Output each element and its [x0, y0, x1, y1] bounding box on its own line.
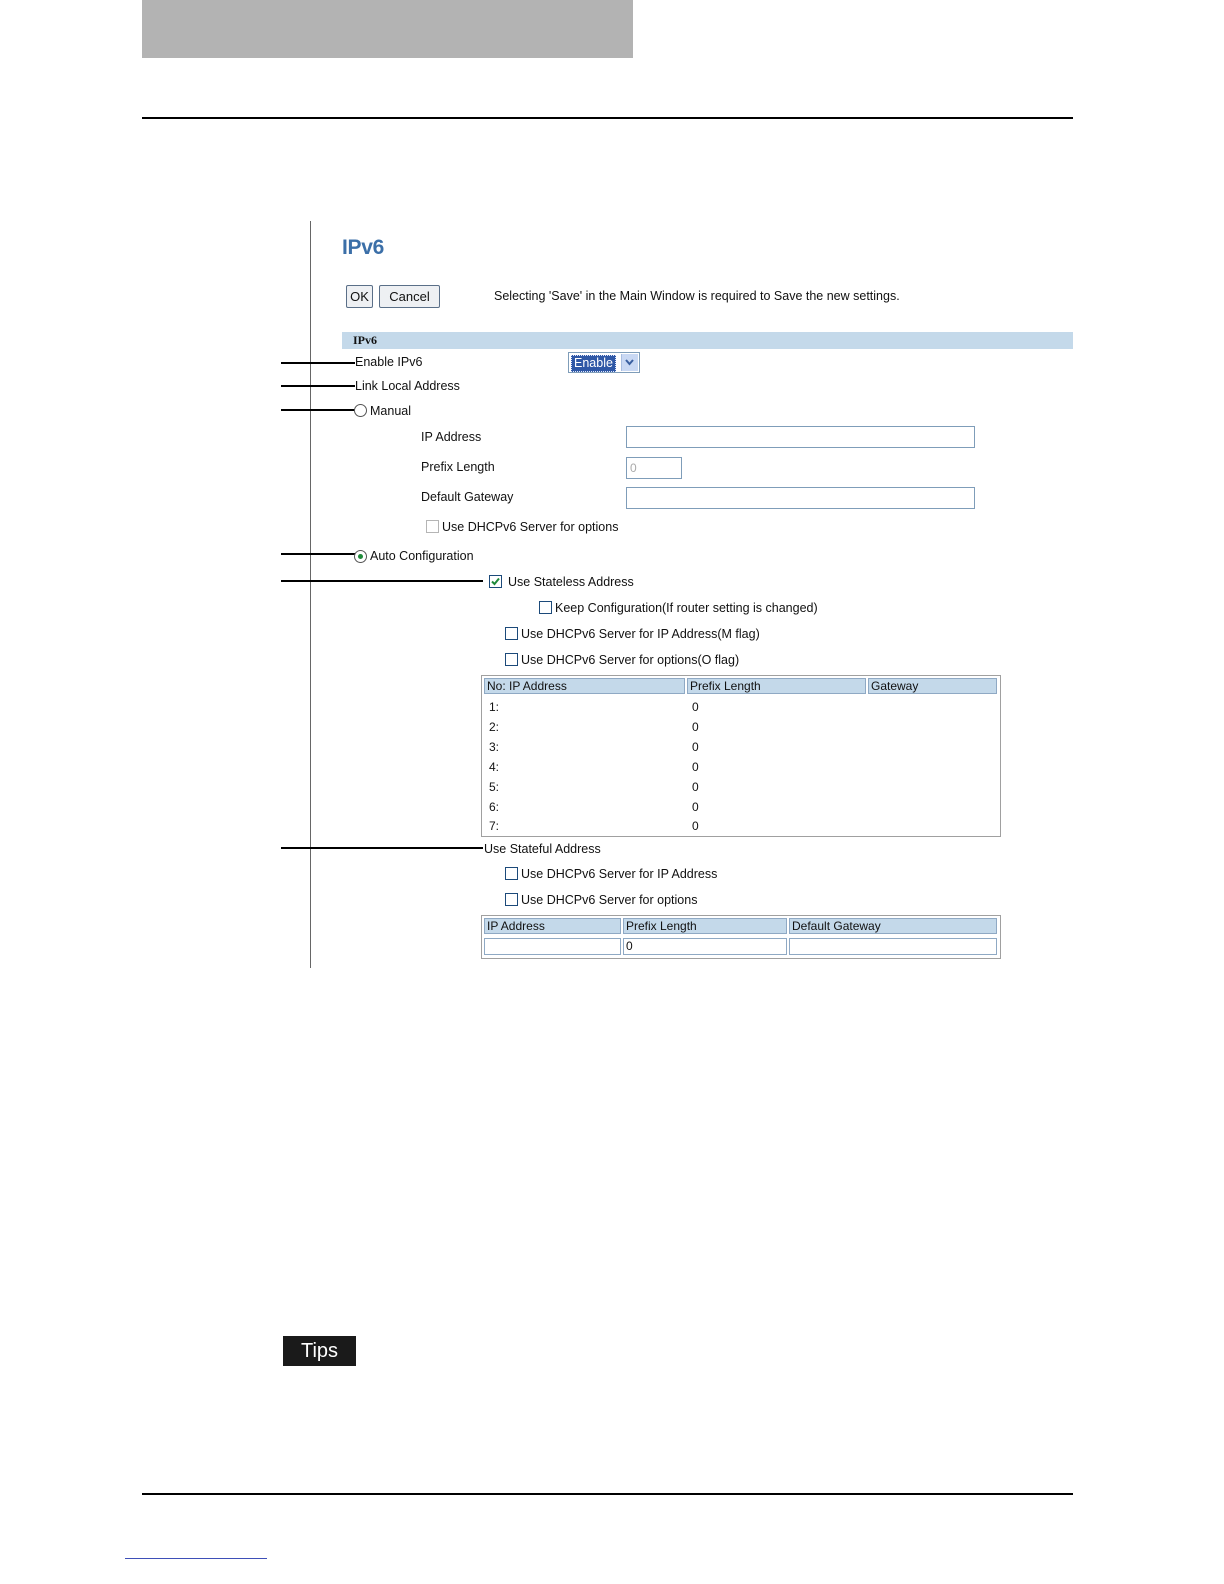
table-row-prefix: 0	[692, 760, 699, 774]
keep-config-checkbox[interactable]	[539, 601, 552, 614]
table-row-no: 7:	[489, 819, 500, 833]
table-row-prefix: 0	[692, 700, 699, 714]
table-header: Prefix Length	[623, 918, 787, 934]
radio-selected-dot-icon	[358, 554, 363, 559]
table-header: Prefix Length	[687, 678, 866, 694]
manual-label: Manual	[370, 404, 411, 418]
callout-line-6	[281, 847, 483, 849]
m-flag-label: Use DHCPv6 Server for IP Address(M flag)	[521, 627, 760, 641]
chapter-header-bar	[142, 0, 633, 58]
auto-config-radio[interactable]	[354, 550, 367, 563]
ip-address-label: IP Address	[421, 430, 482, 444]
stateless-label: Use Stateless Address	[508, 575, 634, 589]
callout-line-4	[281, 553, 355, 555]
callout-line-1	[281, 362, 355, 364]
m-flag-checkbox[interactable]	[505, 627, 518, 640]
table-header: Default Gateway	[789, 918, 997, 934]
link-local-label: Link Local Address	[355, 379, 460, 393]
o-flag-checkbox[interactable]	[505, 653, 518, 666]
table-row-prefix: 0	[692, 819, 699, 833]
save-notice: Selecting 'Save' in the Main Window is required to Save the new settings.	[494, 289, 900, 303]
table-row-prefix: 0	[692, 740, 699, 754]
callout-line-3	[281, 409, 355, 411]
auto-config-label: Auto Configuration	[370, 549, 474, 563]
table-row-prefix: 0	[692, 780, 699, 794]
o-flag-label: Use DHCPv6 Server for options(O flag)	[521, 653, 740, 667]
table-row-prefix: 0	[692, 720, 699, 734]
footer-link-underline	[125, 1558, 267, 1559]
chevron-down-icon[interactable]	[621, 354, 638, 371]
callout-line-5	[281, 580, 483, 582]
section-header	[342, 332, 1073, 349]
enable-ipv6-select[interactable]	[568, 352, 640, 373]
manual-radio[interactable]	[354, 404, 367, 417]
section-header-title: IPv6	[353, 333, 377, 347]
header-rule	[142, 117, 1073, 119]
stateful-options-label: Use DHCPv6 Server for options	[521, 893, 698, 907]
table-row-prefix: 0	[692, 800, 699, 814]
enable-ipv6-label: Enable IPv6	[355, 355, 423, 369]
stateless-checkbox[interactable]	[489, 575, 502, 588]
footer-rule	[142, 1493, 1073, 1495]
callout-line-2	[281, 385, 355, 387]
stateful-address-table	[481, 915, 1001, 959]
prefix-length-input[interactable]	[626, 457, 682, 479]
default-gateway-label: Default Gateway	[421, 490, 514, 504]
manual-dhcp-options-checkbox[interactable]	[426, 520, 439, 533]
tips-label: Tips	[283, 1336, 356, 1366]
manual-dhcp-options-label: Use DHCPv6 Server for options	[442, 520, 619, 534]
stateful-ip-cell	[484, 938, 621, 955]
table-row-no: 2:	[489, 720, 500, 734]
keep-config-label: Keep Configuration(If router setting is changed)	[555, 601, 818, 615]
table-row-no: 1:	[489, 700, 500, 714]
table-header: Gateway	[868, 678, 997, 694]
enable-ipv6-value: Enable	[571, 355, 616, 372]
stateful-ip-checkbox[interactable]	[505, 867, 518, 880]
stateful-prefix-cell: 0	[623, 938, 787, 955]
ip-address-input[interactable]	[626, 426, 975, 448]
table-header: No: IP Address	[484, 678, 685, 694]
ok-button[interactable]: OK	[346, 285, 373, 308]
stateful-gateway-cell	[789, 938, 997, 955]
prefix-length-label: Prefix Length	[421, 460, 495, 474]
table-header: IP Address	[484, 918, 621, 934]
auto-address-table	[481, 675, 1001, 837]
table-row-no: 3:	[489, 740, 500, 754]
table-row-no: 6:	[489, 800, 500, 814]
stateful-options-checkbox[interactable]	[505, 893, 518, 906]
page-title: IPv6	[342, 236, 384, 259]
stateful-label: Use Stateful Address	[484, 842, 601, 856]
default-gateway-input[interactable]	[626, 487, 975, 509]
cancel-button[interactable]: Cancel	[379, 285, 440, 308]
callout-margin-line	[310, 221, 311, 968]
stateful-ip-label: Use DHCPv6 Server for IP Address	[521, 867, 718, 881]
checkmark-icon	[490, 576, 501, 587]
table-row-no: 5:	[489, 780, 500, 794]
table-row-no: 4:	[489, 760, 500, 774]
